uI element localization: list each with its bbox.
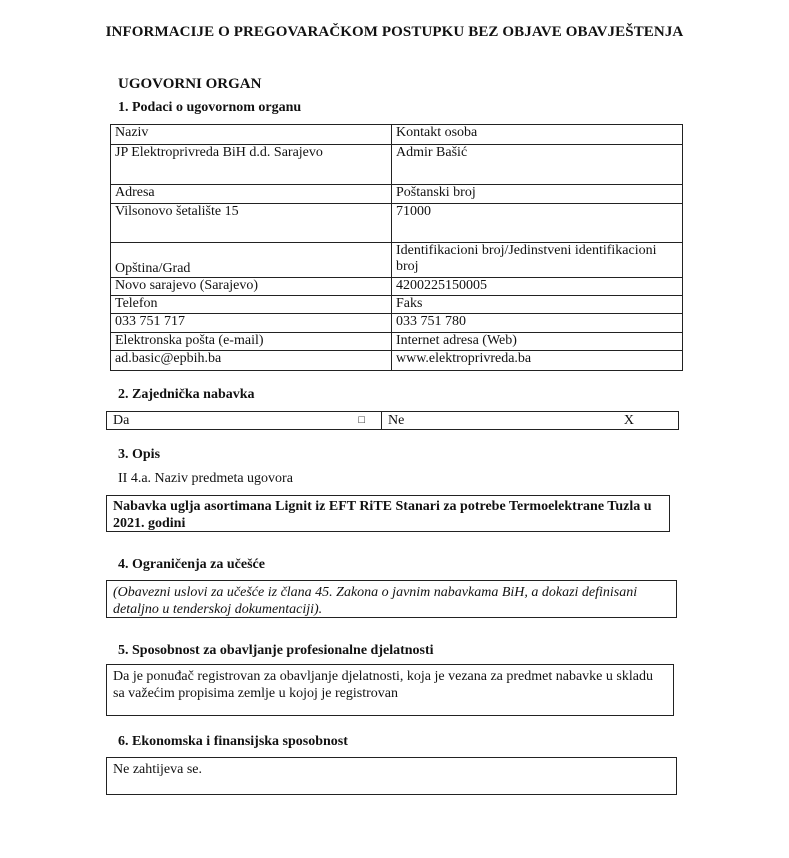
economic-capacity-box: Ne zahtijeva se. [106,757,677,795]
table-row [111,278,683,296]
table-row [111,314,683,333]
joint-procurement-no-label: Ne [388,413,405,428]
table-cell-value: ad.basic@epbih.ba [111,351,392,371]
section1-heading: 1. Podaci o ugovornom organu [118,100,302,115]
table-cell-label: Faks [392,296,683,314]
table-row [111,351,683,371]
table-cell-value: www.elektroprivreda.ba [392,351,683,371]
joint-procurement-row [106,411,680,430]
table-row [111,185,683,204]
joint-procurement-yes-label: Da [113,413,130,428]
table-row [111,145,683,185]
table-cell-value: JP Elektroprivreda BiH d.d. Sarajevo [111,145,392,185]
section3-subheading: II 4.a. Naziv predmeta ugovora [118,471,293,486]
table-cell-value: 71000 [392,204,683,243]
table-row [111,296,683,314]
table-cell-label: Identifikacioni broj/Jedinstveni identifikacioni broj [392,243,683,278]
table-row [111,204,683,243]
table-cell-value: 033 751 717 [111,314,392,333]
table-cell-label: Elektronska pošta (e-mail) [111,333,392,351]
table-row [111,333,683,351]
table-cell-label: Kontakt osoba [392,125,683,145]
table-cell-label: Opština/Grad [111,243,392,278]
table-cell-label: Internet adresa (Web) [392,333,683,351]
section6-heading: 6. Ekonomska i finansijska sposobnost [118,734,348,749]
table-cell-label: Telefon [111,296,392,314]
table-cell-value: 4200225150005 [392,278,683,296]
table-cell-label: Adresa [111,185,392,204]
contract-subject-box: Nabavka uglja asortimana Lignit iz EFT RiTE Stanari za potrebe Termoelektrane Tuzla u 2021. godini [106,495,670,532]
checkbox-empty-icon: □ [358,414,365,426]
participation-restrictions-box: (Obavezni uslovi za učešće iz člana 45. Zakona o javnim nabavkama BiH, a dokazi definisani detaljno u tenderskoj dokumentaciji). [106,580,677,618]
table-cell-label: Poštanski broj [392,185,683,204]
table-cell-value: 033 751 780 [392,314,683,333]
joint-procurement-yes-cell [106,411,382,430]
table-row [111,243,683,278]
section4-heading: 4. Ograničenja za učešće [118,557,265,572]
table-cell-value: Admir Bašić [392,145,683,185]
section-heading-ugovorni-organ: UGOVORNI ORGAN [118,76,262,92]
professional-capacity-box: Da je ponuđač registrovan za obavljanje djelatnosti, koja je vezana za predmet nabavke u skladu sa važećim propisima zemlje u kojoj je registrovan [106,664,674,716]
table-cell-value: Vilsonovo šetalište 15 [111,204,392,243]
section5-heading: 5. Sposobnost za obavljanje profesionalne djelatnosti [118,643,434,658]
table-row [111,125,683,145]
contracting-authority-table [110,124,683,371]
section2-heading: 2. Zajednička nabavka [118,387,255,402]
section3-heading: 3. Opis [118,447,161,462]
joint-procurement-no-cell [381,411,679,430]
table-cell-label: Naziv [111,125,392,145]
table-cell-value: Novo sarajevo (Sarajevo) [111,278,392,296]
selected-x-mark: X [623,413,634,428]
document-title: INFORMACIJE O PREGOVARAČKOM POSTUPKU BEZ OBJAVE OBAVJEŠTENJA [105,24,684,40]
